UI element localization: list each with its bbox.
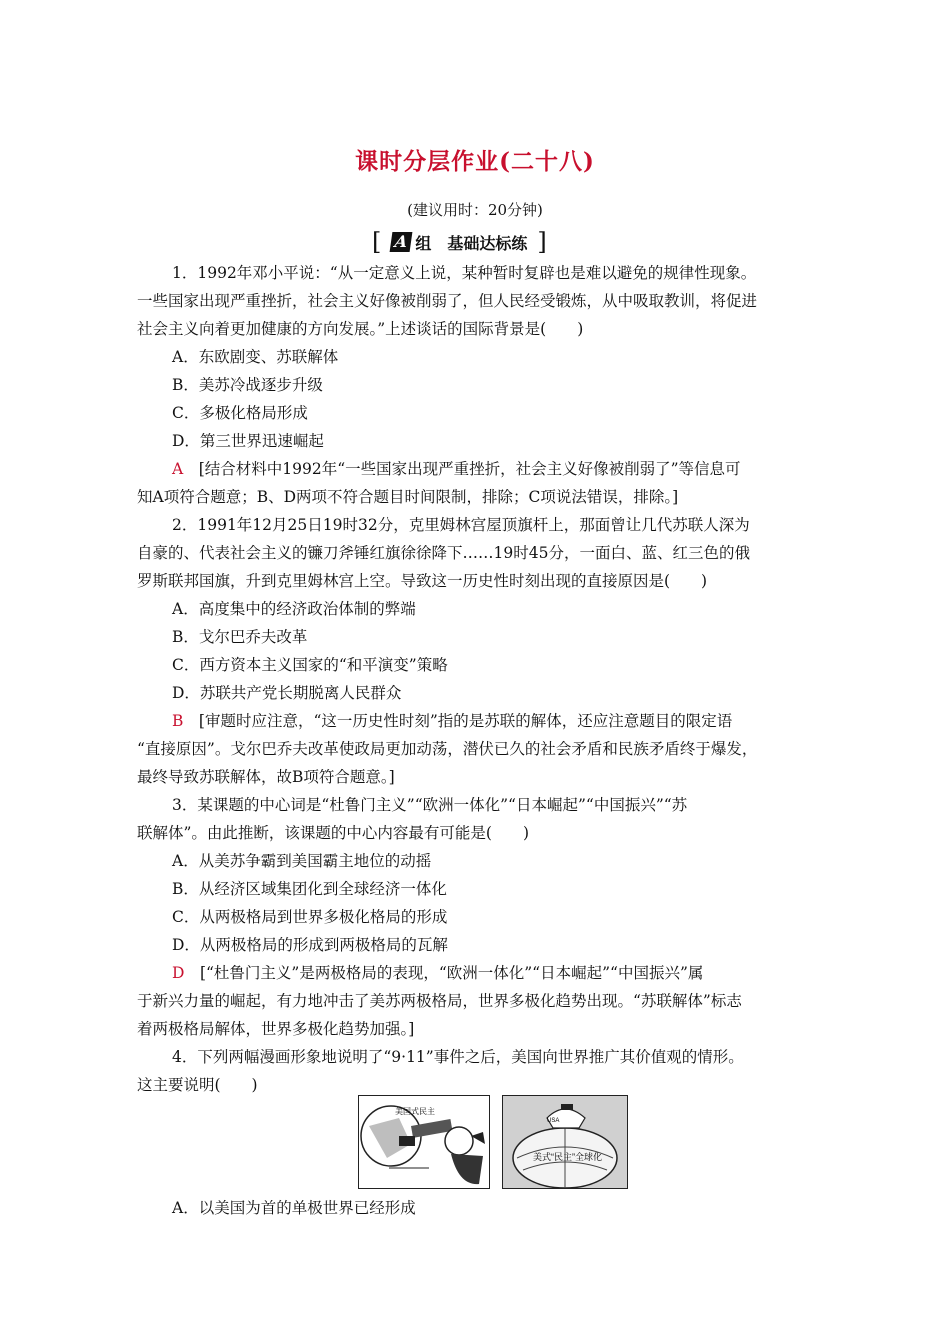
cartoon-2-caption: 美式“民主”全球化 [533, 1152, 602, 1162]
question-1-option-b: B．美苏冷战逐步升级 [172, 376, 323, 394]
question-4-option-a: A．以美国为首的单极世界已经形成 [172, 1199, 416, 1217]
question-2-option-d: D．苏联共产党长期脱离人民群众 [172, 684, 402, 702]
right-bracket-icon: ] [537, 228, 547, 256]
question-1-stem-line-1: 1．1992年邓小平说：“从一定意义上说，某种暂时复辟也是难以避免的规律性现象。 [172, 264, 757, 282]
question-1-answer: A [172, 460, 184, 478]
question-2-stem-line-2: 自豪的、代表社会主义的镰刀斧锤红旗徐徐降下……19时45分，一面白、蓝、红三色的俄 [137, 544, 750, 562]
question-2-option-c: C．西方资本主义国家的“和平演变”策略 [172, 656, 448, 674]
question-2-stem-line-1: 2．1991年12月25日19时32分，克里姆林宫屋顶旗杆上，那面曾让几代苏联人深为 [172, 516, 750, 534]
cartoon-images [358, 1095, 628, 1190]
question-1-option-c: C．多极化格局形成 [172, 404, 308, 422]
time-suggestion: (建议用时：20分钟) [407, 201, 543, 219]
question-1-stem-line-3: 社会主义向着更加健康的方向发展。”上述谈话的国际背景是( ) [137, 320, 584, 338]
left-bracket-icon: [ [372, 228, 382, 256]
question-1-explanation-line-1 [172, 459, 741, 479]
question-3-option-b: B．从经济区域集团化到全球经济一体化 [172, 880, 447, 898]
question-3-stem-line-2: 联解体”。由此推断，该课题的中心内容最有可能是( ) [137, 824, 530, 842]
question-3-option-d: D．从两极格局的形成到两极格局的瓦解 [172, 936, 448, 954]
question-3-option-a: A．从美苏争霸到美国霸主地位的动摇 [172, 852, 432, 870]
cartoon-globe [502, 1095, 628, 1189]
question-3-answer: D [172, 964, 185, 982]
question-4-stem-line-1: 4．下列两幅漫画形象地说明了“9·11”事件之后，美国向世界推广其价值观的情形。 [172, 1048, 744, 1066]
question-2-option-b: B．戈尔巴乔夫改革 [172, 628, 308, 646]
question-3-explanation-line-2: 于新兴力量的崛起，有力地冲击了美苏两极格局，世界多极化趋势出现。“苏联解体”标志 [137, 992, 742, 1010]
question-3-explanation-text: [“杜鲁门主义”是两极格局的表现，“欧洲一体化”“日本崛起”“中国振兴”属 [184, 964, 704, 982]
question-3-stem-line-1: 3．某课题的中心词是“杜鲁门主义”“欧洲一体化”“日本崛起”“中国振兴”“苏 [172, 796, 688, 814]
cartoon-spyglass-drawing-icon [359, 1096, 489, 1188]
question-2-explanation-text: [审题时应注意，“这一历史性时刻”指的是苏联的解体，还应注意题目的限定语 [183, 712, 733, 730]
question-3-explanation-line-3: 着两极格局解体，世界多极化趋势加强。] [137, 1020, 415, 1038]
question-2-stem-line-3: 罗斯联邦国旗，升到克里姆林宫上空。导致这一历史性时刻出现的直接原因是( ) [137, 572, 708, 590]
cartoon-2-label: USA [547, 1118, 560, 1124]
question-1-explanation-line-2: 知A项符合题意；B、D两项不符合题目时间限制，排除；C项说法错误，排除。] [137, 488, 679, 506]
group-letter-badge: A [390, 232, 413, 252]
question-1-option-d: D．第三世界迅速崛起 [172, 432, 324, 450]
cartoon-globe-drawing-icon [503, 1096, 627, 1188]
question-3-option-c: C．从两极格局到世界多极化格局的形成 [172, 908, 448, 926]
question-2-option-a: A．高度集中的经济政治体制的弊端 [172, 600, 416, 618]
page-title: 课时分层作业(二十八) [355, 148, 595, 175]
question-1-option-a: A．东欧剧变、苏联解体 [172, 348, 339, 366]
section-title: 组 基础达标练 [415, 233, 528, 253]
question-4-stem-line-2: 这主要说明( ) [137, 1076, 258, 1094]
question-3-explanation-line-1 [172, 963, 703, 983]
cartoon-spyglass [358, 1095, 490, 1189]
cartoon-1-caption: 美国式民主 [395, 1107, 435, 1116]
question-2-explanation-line-3: 最终导致苏联解体，故B项符合题意。] [137, 768, 395, 786]
question-2-answer: B [172, 712, 184, 730]
question-2-explanation-line-1 [172, 711, 732, 731]
question-2-explanation-line-2: “直接原因”。戈尔巴乔夫改革使政局更加动荡，潜伏已久的社会矛盾和民族矛盾终于爆发， [137, 740, 758, 758]
question-1-stem-line-2: 一些国家出现严重挫折，社会主义好像被削弱了，但人民经受锻炼，从中吸取教训，将促进 [137, 292, 758, 310]
question-1-explanation-text: [结合材料中1992年“一些国家出现严重挫折，社会主义好像被削弱了”等信息可 [183, 460, 741, 478]
section-header [372, 228, 582, 256]
